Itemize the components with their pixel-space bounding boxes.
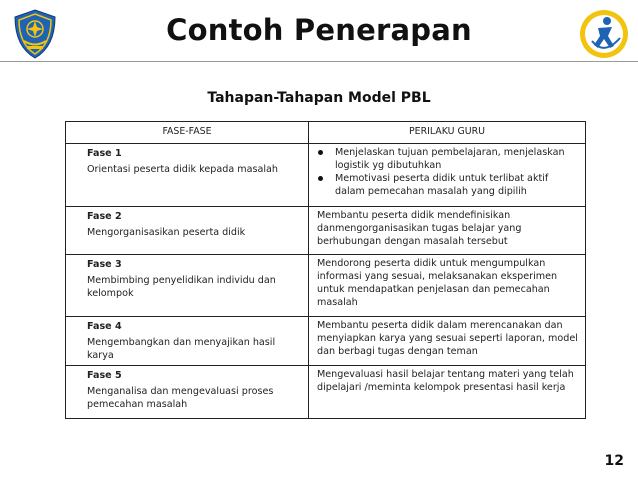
table-row (66, 317, 586, 366)
table-row (66, 144, 586, 207)
student-figure-logo-icon (578, 8, 630, 60)
pbl-stages-table (65, 121, 586, 419)
behavior-cell (309, 144, 586, 207)
header-divider (0, 61, 638, 62)
phase-description: Mengorganisasikan peserta didik (87, 227, 246, 238)
behavior-cell: Mendorong peserta didik untuk mengumpulkan informasi yang sesuai, melaksanakan eksperimen untuk mendapatkan penjelasan dan pemecahan masalah (309, 255, 586, 317)
table-heading: Tahapan-Tahapan Model PBL (207, 90, 431, 106)
behavior-cell: Mengevaluasi hasil belajar tentang materi yang telah dipelajari /meminta kelompok presentasi hasil kerja (309, 366, 586, 419)
behavior-cell: Membantu peserta didik dalam merencanakan dan menyiapkan karya yang sesuai seperti laporan, model dan berbagi tugas dengan teman (309, 317, 586, 366)
column-header-teacher-behavior: PERILAKU GURU (309, 122, 586, 144)
phase-cell (66, 207, 309, 255)
phase-cell (66, 255, 309, 317)
phase-name: Fase 1 (87, 148, 122, 159)
phase-cell (66, 317, 309, 366)
table-header-row (66, 122, 586, 144)
behavior-bullet-item: Menjelaskan tujuan pembelajaran, menjelaskan logistik yg dibutuhkan (317, 146, 579, 172)
phase-name: Fase 4 (87, 321, 122, 332)
page-number: 12 (604, 453, 624, 469)
table-row (66, 255, 586, 317)
table-row (66, 366, 586, 419)
behavior-bullet-item: Memotivasi peserta didik untuk terlibat aktif dalam pemecahan masalah yang dipilih (317, 172, 579, 198)
phase-description: Membimbing penyelidikan individu dan kelompok (87, 275, 276, 299)
behavior-bullet-list (317, 146, 579, 198)
phase-name: Fase 2 (87, 211, 122, 222)
slide-title: Contoh Penerapan (166, 13, 472, 47)
table-row (66, 207, 586, 255)
phase-description: Menganalisa dan mengevaluasi proses pemecahan masalah (87, 386, 274, 410)
phase-description: Orientasi peserta didik kepada masalah (87, 164, 278, 175)
phase-name: Fase 5 (87, 370, 122, 381)
phase-name: Fase 3 (87, 259, 122, 270)
phase-cell (66, 366, 309, 419)
behavior-cell: Membantu peserta didik mendefinisikan danmengorganisasikan tugas belajar yang berhubungan dengan masalah tersebut (309, 207, 586, 255)
phase-cell (66, 144, 309, 207)
column-header-phase: FASE-FASE (66, 122, 309, 144)
phase-description: Mengembangkan dan menyajikan hasil karya (87, 337, 276, 361)
